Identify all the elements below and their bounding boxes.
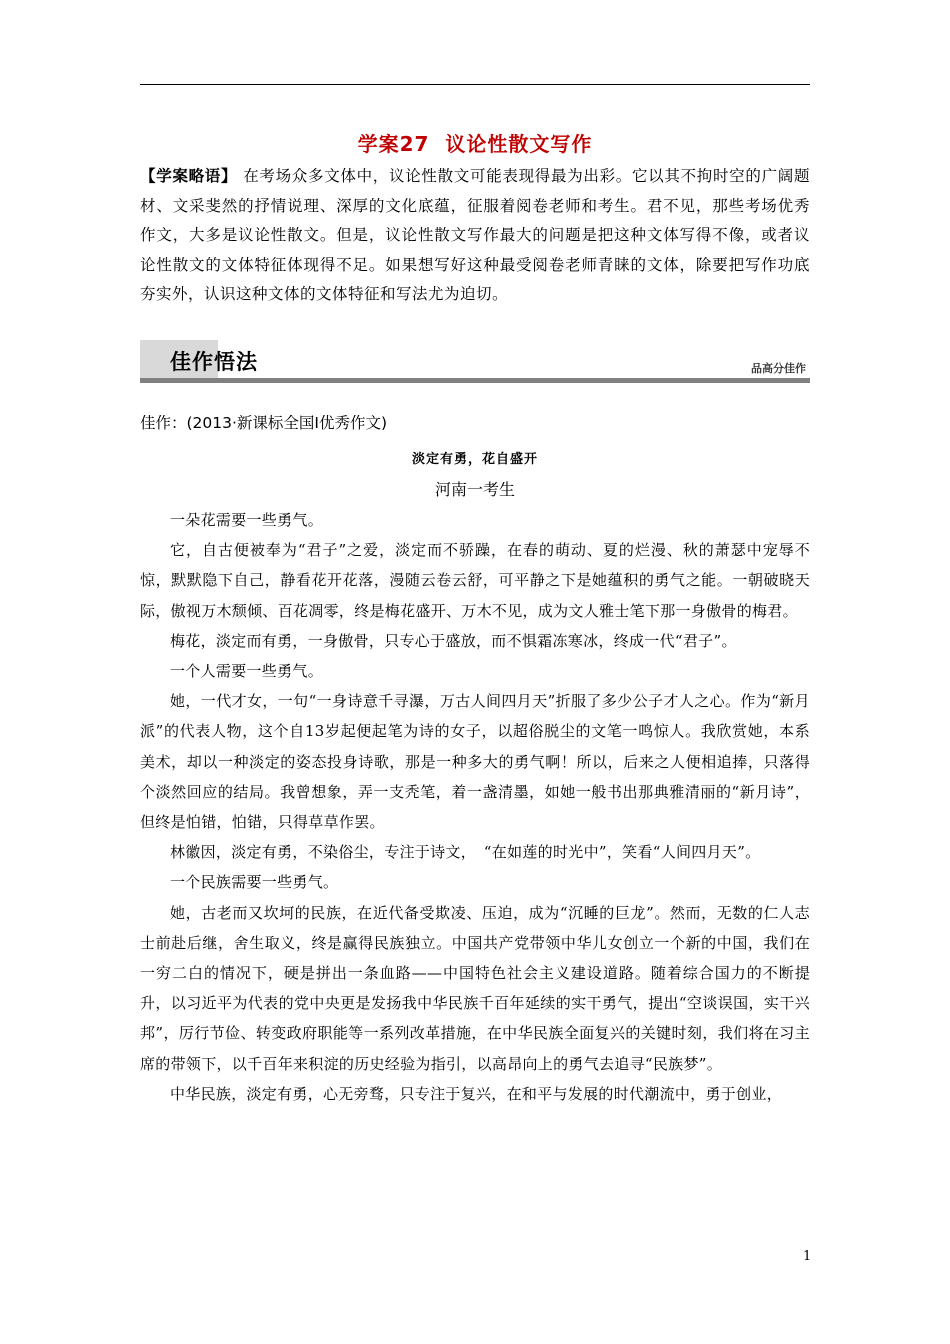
essay-paragraph: 她，古老而又坎坷的民族，在近代备受欺凌、压迫，成为“沉睡的巨龙”。然而，无数的仁人志士前赴后继，舍生取义，终是赢得民族独立。中国共产党带领中华儿女创立一个新的中国，我们在一穷二白的情况下，硬是拼出一条血路——中国特色社会主义建设道路。随着综合国力的不断提升，以习近平为代表的党中央更是发扬我中华民族千百年延续的实干勇气，提出“空谈误国，实干兴邦”，厉行节俭、转变政府职能等一系列改革措施，在中华民族全面复兴的关键时刻，我们将在习主席的带领下，以千百年来积淀的历史经验为指引，以高昂向上的勇气去追寻“民族梦”。: [140, 903, 810, 1073]
title-prefix: 学案27: [357, 132, 430, 156]
title-main: 议论性散文写作: [445, 132, 593, 156]
essay-author: 河南一考生: [434, 480, 515, 499]
essay-paragraph: 梅花，淡定而有勇，一身傲骨，只专心于盛放，而不惧霜冻寒冰，终成一代“君子”。: [170, 631, 737, 650]
section-header: [140, 340, 810, 384]
essay-paragraph: 她，一代才女，一句“一身诗意千寻瀑，万古人间四月天”折服了多少公子才人之心。作为“新月派”的代表人物，这个自13岁起便起笔为诗的女子，以超俗脱尘的文笔一鸣惊人。我欣赏她，本系美术，却以一种淡定的姿态投身诗歌，那是一种多大的勇气啊！所以，后来之人便相追捧，只落得个淡然回应的结局。我曾想象，弄一支秃笔，着一盏清墨，如她一般书出那典雅清丽的“新月诗”，但终是怕错，怕错，只得草草作罢。: [140, 692, 810, 832]
essay-paragraph: 一个人需要一些勇气。: [170, 662, 324, 681]
intro-tag: 【学案略语】: [140, 167, 238, 185]
essay-paragraph: 一朵花需要一些勇气。: [170, 511, 324, 529]
section-heading: 佳作悟法: [170, 350, 258, 374]
intro-text: 在考场众多文体中，议论性散文可能表现得最为出彩。它以其不拘时空的广阔题材、文采斐然的抒情说理、深厚的文化底蕴，征服着阅卷老师和考生。君不见，那些考场优秀作文，大多是议论性散文。但是，议论性散文写作最大的问题是把这种文体写得不像，或者议论性散文的文体特征体现得不足。如果想写好这种最受阅卷老师青睐的文体，除要把写作功底夯实外，认识这种文体的文体特征和写法尤为迫切。: [140, 167, 810, 303]
section-bar: [140, 378, 810, 383]
essay-paragraph: 中华民族，淡定有勇，心无旁骛，只专注于复兴，在和平与发展的时代潮流中，勇于创业，: [170, 1084, 783, 1103]
page-number: 1: [803, 1249, 812, 1264]
page-title: [140, 128, 810, 157]
essay-paragraph: 它，自古便被奉为“君子”之爱，淡定而不骄躁，在春的萌动、夏的烂漫、秋的萧瑟中宠辱不惊，默默隐下自己，静看花开花落，漫随云卷云舒，可平静之下是她蕴积的勇气之能。一朝破晓天际，傲视万木颓倾、百花凋零，终是梅花盛开、万木不见，成为文人雅士笔下那一身傲骨的梅君。: [140, 541, 810, 620]
essay-paragraph: 一个民族需要一些勇气。: [170, 873, 339, 892]
section-subheading: 品高分佳作: [751, 362, 806, 375]
essay-paragraph: 林徽因，淡定有勇，不染俗尘，专注于诗文， “在如莲的时光中”，笑看“人间四月天”。: [170, 843, 761, 862]
essay-source: 佳作：(2013·新课标全国Ⅰ优秀作文): [140, 414, 388, 432]
header-rule: [140, 84, 810, 85]
essay-body: [140, 505, 810, 1109]
intro-paragraph: [140, 162, 810, 310]
essay-title: 淡定有勇，花自盛开: [411, 452, 538, 467]
